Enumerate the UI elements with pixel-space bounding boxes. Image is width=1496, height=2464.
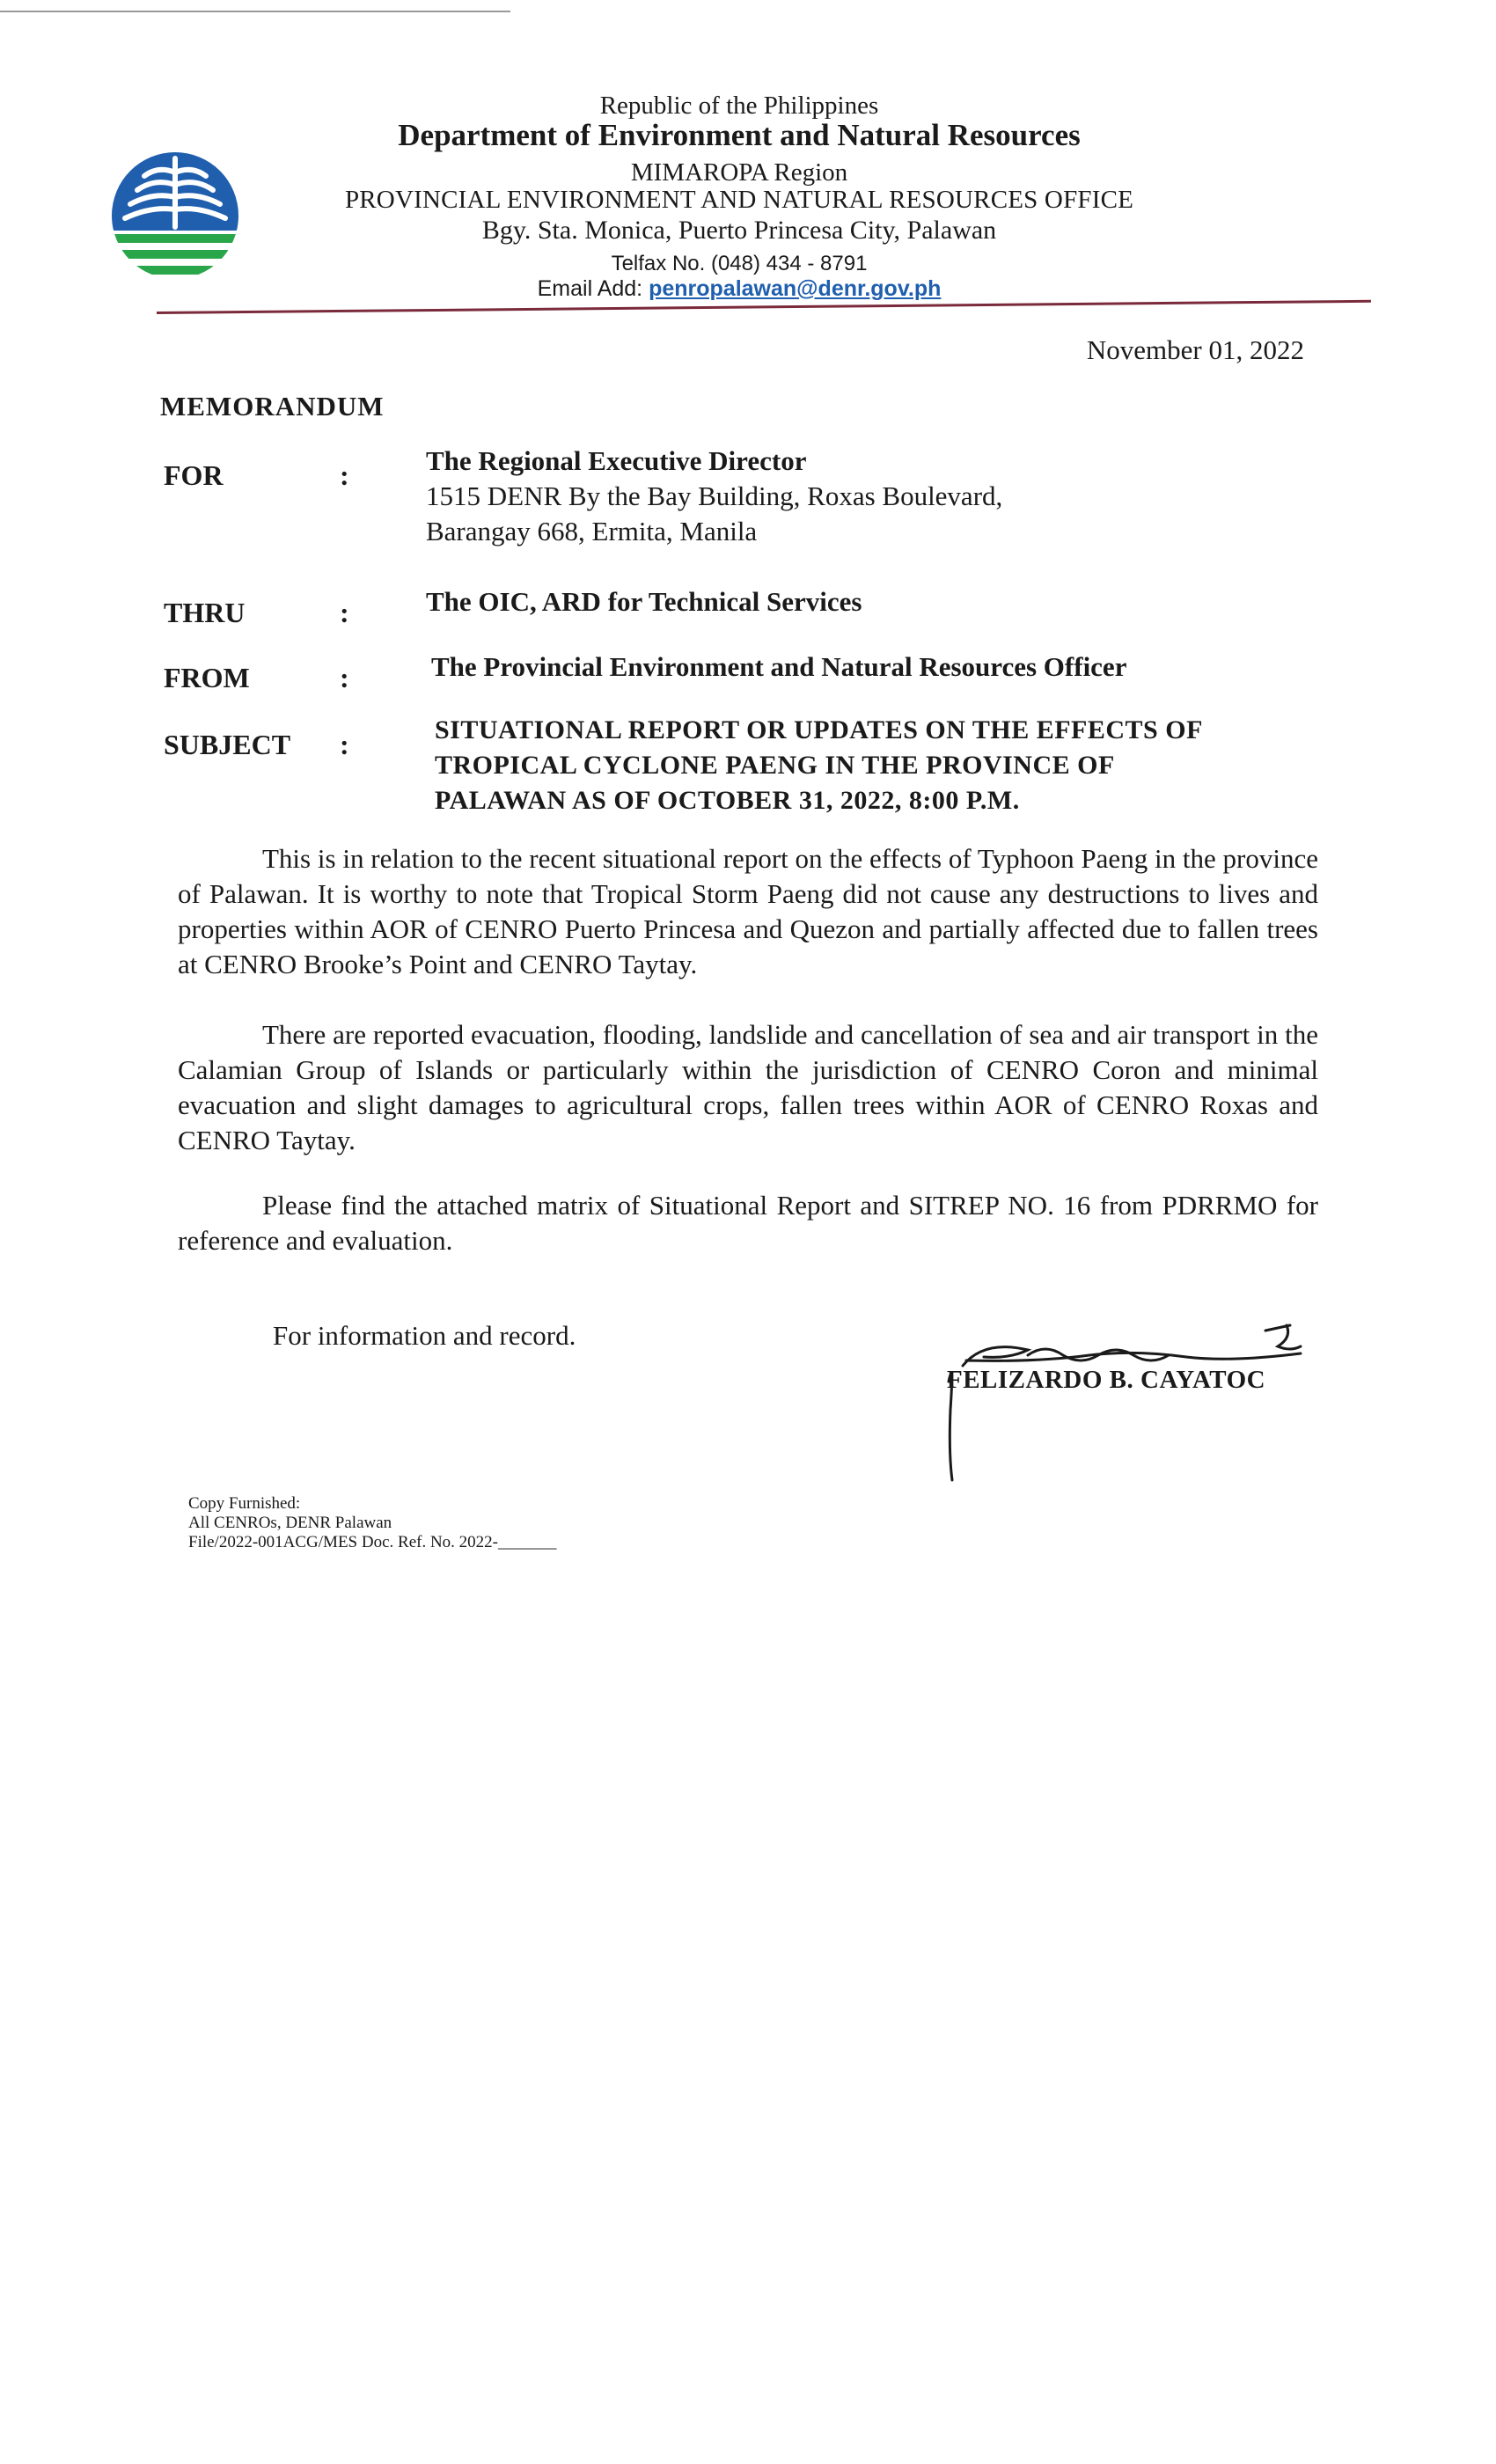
from-value: The Provincial Environment and Natural Resources Officer	[431, 651, 1127, 682]
letterhead-telfax: Telfax No. (048) 434 - 8791	[611, 252, 868, 275]
subject-colon: :	[340, 729, 349, 760]
for-colon: :	[340, 459, 349, 491]
thru-value: The OIC, ARD for Technical Services	[426, 586, 862, 617]
subject-line1: SITUATIONAL REPORT OR UPDATES ON THE EFFECTS OF	[435, 715, 1203, 744]
copy-furnished-line1: All CENROs, DENR Palawan	[188, 1514, 392, 1532]
body-paragraph-2	[178, 1017, 1318, 1158]
copy-furnished	[188, 1494, 557, 1552]
email-link[interactable]: penropalawan@denr.gov.ph	[649, 276, 942, 301]
thru-colon: :	[340, 597, 349, 628]
from-colon: :	[340, 662, 349, 693]
letterhead-republic: Republic of the Philippines	[599, 92, 879, 120]
letterhead-office: PROVINCIAL ENVIRONMENT AND NATURAL RESOURCES OFFICE	[344, 186, 1134, 214]
letterhead-divider	[157, 300, 1371, 314]
for-address-line2: Barangay 668, Ermita, Manila	[426, 516, 758, 546]
body-paragraph-1-text: This is in relation to the recent situational report on the effects of Typhoon Paeng in the province of Palawan. It is worthy to note that Tropical Storm Paeng did not cause any destructions to lives and properties within AOR of CENRO Puerto Princesa and Quezon and partially affected due to fallen trees at CENRO Brooke’s Point and CENRO Taytay.	[178, 843, 1318, 979]
for-name: The Regional Executive Director	[426, 445, 807, 476]
for-address-line1: 1515 DENR By the Bay Building, Roxas Boulevard,	[426, 480, 1003, 511]
from-label: FROM	[164, 662, 250, 693]
for-label: FOR	[164, 459, 224, 491]
thru-label: THRU	[164, 597, 246, 628]
body-paragraph-2-text: There are reported evacuation, flooding, landslide and cancellation of sea and air transport in the Calamian Group of Islands or particularly within the jurisdiction of CENRO Coron and minimal evacuation and slight damages to agricultural crops, fallen trees within AOR of CENRO Roxas and CENRO Taytay.	[178, 1019, 1318, 1155]
letterhead-department: Department of Environment and Natural Resources	[398, 118, 1081, 152]
for-value	[426, 444, 1002, 549]
copy-furnished-line2: File/2022-001ACG/MES Doc. Ref. No. 2022-_______	[188, 1533, 557, 1551]
letterhead-address: Bgy. Sta. Monica, Puerto Princesa City, Palawan	[481, 216, 997, 245]
email-label: Email Add:	[537, 276, 643, 301]
copy-furnished-label: Copy Furnished:	[188, 1494, 301, 1513]
subject-line2: TROPICAL CYCLONE PAENG IN THE PROVINCE OF	[435, 751, 1115, 780]
letterhead-email-line	[290, 276, 1188, 302]
letterhead-region: MIMAROPA Region	[630, 158, 848, 187]
denr-logo	[95, 150, 255, 282]
body-paragraph-3	[178, 1188, 1318, 1258]
memo-date: November 01, 2022	[1086, 334, 1304, 365]
signatory-name: FELIZARDO B. CAYATOC	[947, 1366, 1266, 1394]
handwritten-signature	[931, 1304, 1353, 1489]
subject-value	[435, 713, 1315, 818]
scan-top-rule	[0, 11, 510, 12]
body-paragraph-1	[178, 841, 1318, 982]
subject-line3: PALAWAN AS OF OCTOBER 31, 2022, 8:00 P.M.	[435, 786, 1020, 815]
memo-title: MEMORANDUM	[160, 391, 385, 422]
closing-line: For information and record.	[273, 1320, 576, 1351]
subject-label: SUBJECT	[164, 729, 291, 760]
body-paragraph-3-text: Please find the attached matrix of Situational Report and SITREP NO. 16 from PDRRMO for reference and evaluation.	[178, 1190, 1318, 1256]
